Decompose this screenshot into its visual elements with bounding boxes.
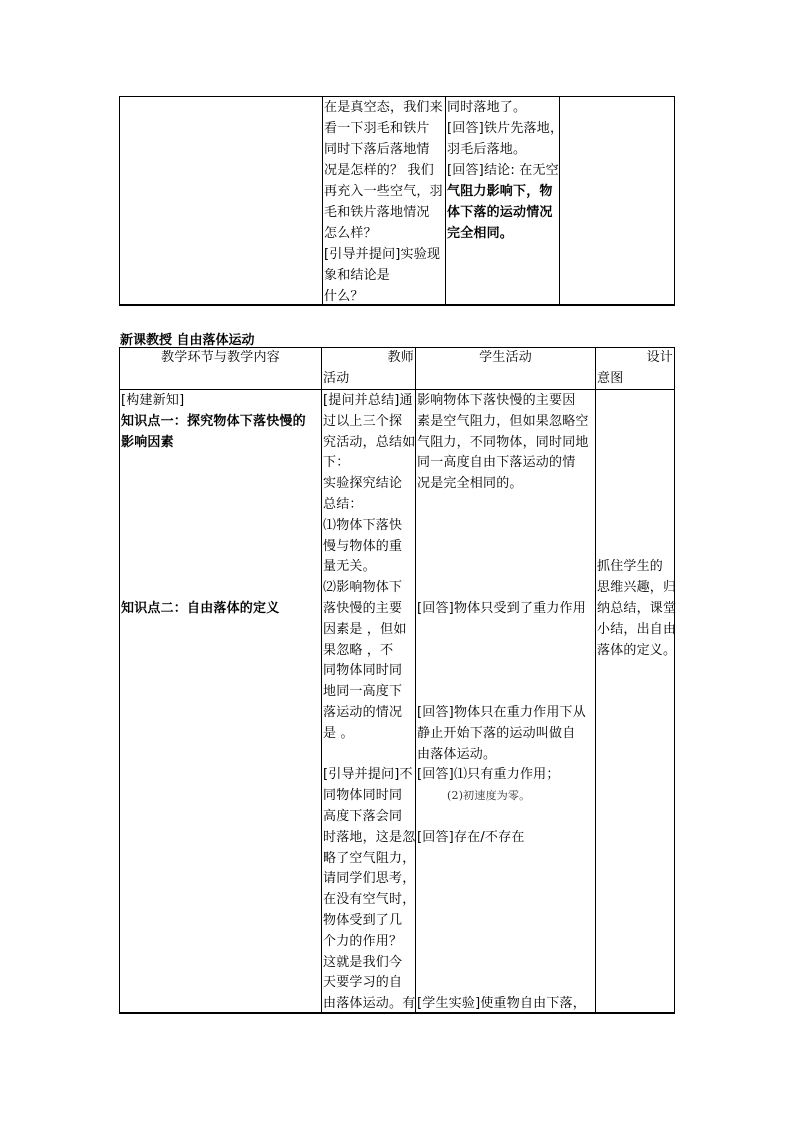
text-line [417, 911, 594, 932]
text-line [597, 474, 673, 495]
text-line [597, 537, 673, 558]
text-line [417, 849, 594, 870]
text-line: 气阻力影响下，物 [447, 184, 553, 199]
text-line: 果忽略 ，不 [323, 642, 394, 658]
text-line: 完全相同。 [447, 226, 514, 241]
text-line: 思维兴趣，归 [597, 580, 677, 596]
text-line [417, 973, 594, 994]
text-line: 影响因素 [121, 434, 174, 450]
text-line [597, 412, 673, 433]
text-line: 个力的作用？ [323, 933, 403, 949]
teacher-header [323, 348, 414, 390]
text-line [417, 661, 594, 682]
text-line: 天要学习的自 [323, 975, 403, 991]
header-teacher-2: 活动 [323, 370, 350, 386]
text-line [417, 682, 594, 703]
text-line [121, 537, 320, 558]
header-design-1: 设计 [646, 350, 673, 365]
text-line: ⑵影响物体下 [323, 580, 403, 596]
text-line: 下： [323, 455, 350, 471]
text-line [417, 516, 594, 537]
text-line: 因素是 ，但如 [323, 621, 407, 637]
text-line [417, 953, 594, 974]
text-line: 知识点一：探究物体下落快慢的 [121, 413, 306, 429]
student-header [417, 348, 594, 369]
text-line: [回答]存在/不存在 [417, 829, 525, 845]
design-intent-cell [559, 97, 674, 304]
text-line: [回答]物体只受到了重力作用 [417, 600, 586, 616]
header-design-2: 意图 [597, 370, 624, 386]
text-line: 慢与物体的重 [323, 538, 403, 554]
text-line: 实验探究结论 [323, 476, 403, 492]
text-line: 同一高度自由下落运动的情 [417, 455, 576, 471]
text-line: 略了空气阻力， [323, 850, 416, 866]
text-line: 影响物体下落快慢的主要因 [417, 393, 576, 408]
student-activity-text [447, 97, 564, 244]
text-line: 高度下落会同 [323, 808, 403, 824]
text-line [121, 453, 320, 474]
text-line: 况是怎样的？ 我们 [324, 163, 434, 178]
text-line: 羽毛后落地。 [447, 142, 527, 157]
text-line: 物体受到了几 [323, 912, 403, 928]
text-line: 时落地，这是忽 [323, 829, 416, 845]
teacher-activity-text [324, 97, 444, 307]
section-title: 新课教授 自由落体运动 [120, 333, 255, 348]
text-line: 况是完全相同的。 [417, 476, 523, 492]
text-line [417, 807, 594, 828]
design-column [595, 348, 677, 1012]
text-line: 怎么样？ [324, 226, 377, 241]
text-line: 素是空气阻力，但如果忽略空 [417, 413, 589, 429]
text-line [417, 620, 594, 641]
text-line [121, 495, 320, 516]
text-line [121, 578, 320, 599]
text-line: 这就是我们今 [323, 954, 403, 970]
text-line: ⑴物体下落快 [323, 517, 403, 533]
text-line: 在是真空态，我们来 [324, 100, 443, 115]
free-fall-lesson-table [119, 347, 675, 1014]
text-line: 在没有空气时， [323, 892, 416, 908]
content-text [121, 391, 320, 620]
text-line [121, 474, 320, 495]
text-line [417, 537, 594, 558]
header-teacher-1: 教师 [387, 350, 414, 365]
text-line: [提问并总结]通 [323, 393, 413, 408]
text-line [597, 453, 673, 474]
text-line [597, 495, 673, 516]
text-line: 象和结论是 [324, 268, 391, 283]
text-line: 究活动，总结如 [323, 434, 416, 450]
student-column [415, 348, 595, 1012]
header-content: 教学环节与教学内容 [161, 350, 280, 365]
content-column [120, 348, 321, 1012]
text-line: [回答]⑴只有重力作用； [417, 767, 560, 783]
text-line: 同时落地了。 [447, 100, 527, 115]
text-line: 静止开始下落的运动叫做自 [417, 725, 576, 741]
text-line: [学生实验]使重物自由下落， [417, 996, 586, 1012]
text-line [323, 745, 414, 766]
text-line: [回答]结论: 在无空 [447, 163, 559, 178]
continued-lesson-table [119, 96, 675, 306]
text-line [417, 869, 594, 890]
text-line [121, 516, 320, 537]
text-line [597, 391, 673, 412]
content-cell [120, 97, 322, 304]
text-line: [回答]铁片先落地， [447, 121, 564, 136]
text-line: 体下落的运动情况 [447, 205, 553, 220]
text-line: (2)初速度为零。 [447, 789, 531, 803]
student-activity-cell [445, 97, 564, 304]
text-line: 毛和铁片落地情况 [324, 205, 430, 220]
design-header [597, 348, 673, 390]
student-activity-text [417, 391, 594, 1015]
text-line: 再充入一些空气，羽 [324, 184, 443, 199]
text-line: 请同学们思考， [323, 871, 416, 887]
text-line: 由落体运动。有 [323, 996, 416, 1012]
text-line: [构建新知] [121, 393, 185, 408]
text-line [417, 578, 594, 599]
text-line: 看一下羽毛和铁片 [324, 121, 430, 136]
text-line: [引导并提问]实验现 [324, 247, 441, 262]
text-line: 知识点二：自由落体的定义 [121, 600, 280, 616]
text-line [597, 433, 673, 454]
text-line: 小结，出自由 [597, 621, 677, 637]
text-line [417, 557, 594, 578]
header-student: 学生活动 [479, 350, 532, 365]
text-line: 落运动的情况 [323, 704, 403, 720]
text-line: 同时下落后落地情 [324, 142, 430, 157]
text-line: 落体的定义。 [597, 642, 677, 658]
text-line: 地同一高度下 [323, 684, 403, 700]
text-line: 同物体同时同 [323, 788, 403, 804]
content-header [121, 348, 320, 369]
teacher-activity-text [323, 391, 414, 1015]
text-line: 过以上三个探 [323, 413, 403, 429]
text-line [121, 557, 320, 578]
text-line: 量无关。 [323, 559, 376, 575]
teacher-column [321, 348, 415, 1012]
text-line: [回答]物体只在重力作用下从 [417, 704, 586, 720]
text-line [417, 932, 594, 953]
teacher-activity-cell [322, 97, 445, 304]
text-line: 同物体同时同 [323, 663, 403, 679]
text-line: 是 。 [323, 725, 354, 741]
text-line [417, 890, 594, 911]
design-intent-text [597, 391, 677, 661]
text-line: 气阻力，不同物体，同时同地 [417, 434, 589, 450]
text-line: 抓住学生的 [597, 559, 664, 575]
text-line [597, 516, 673, 537]
text-line: 什么？ [324, 289, 364, 304]
text-line: 总结： [323, 496, 363, 512]
text-line: 由落体运动。 [417, 746, 497, 762]
text-line: 纳总结，课堂 [597, 600, 677, 616]
text-line [417, 495, 594, 516]
text-line: [引导并提问]不 [323, 767, 413, 783]
text-line [417, 641, 594, 662]
text-line: 落快慢的主要 [323, 600, 403, 616]
